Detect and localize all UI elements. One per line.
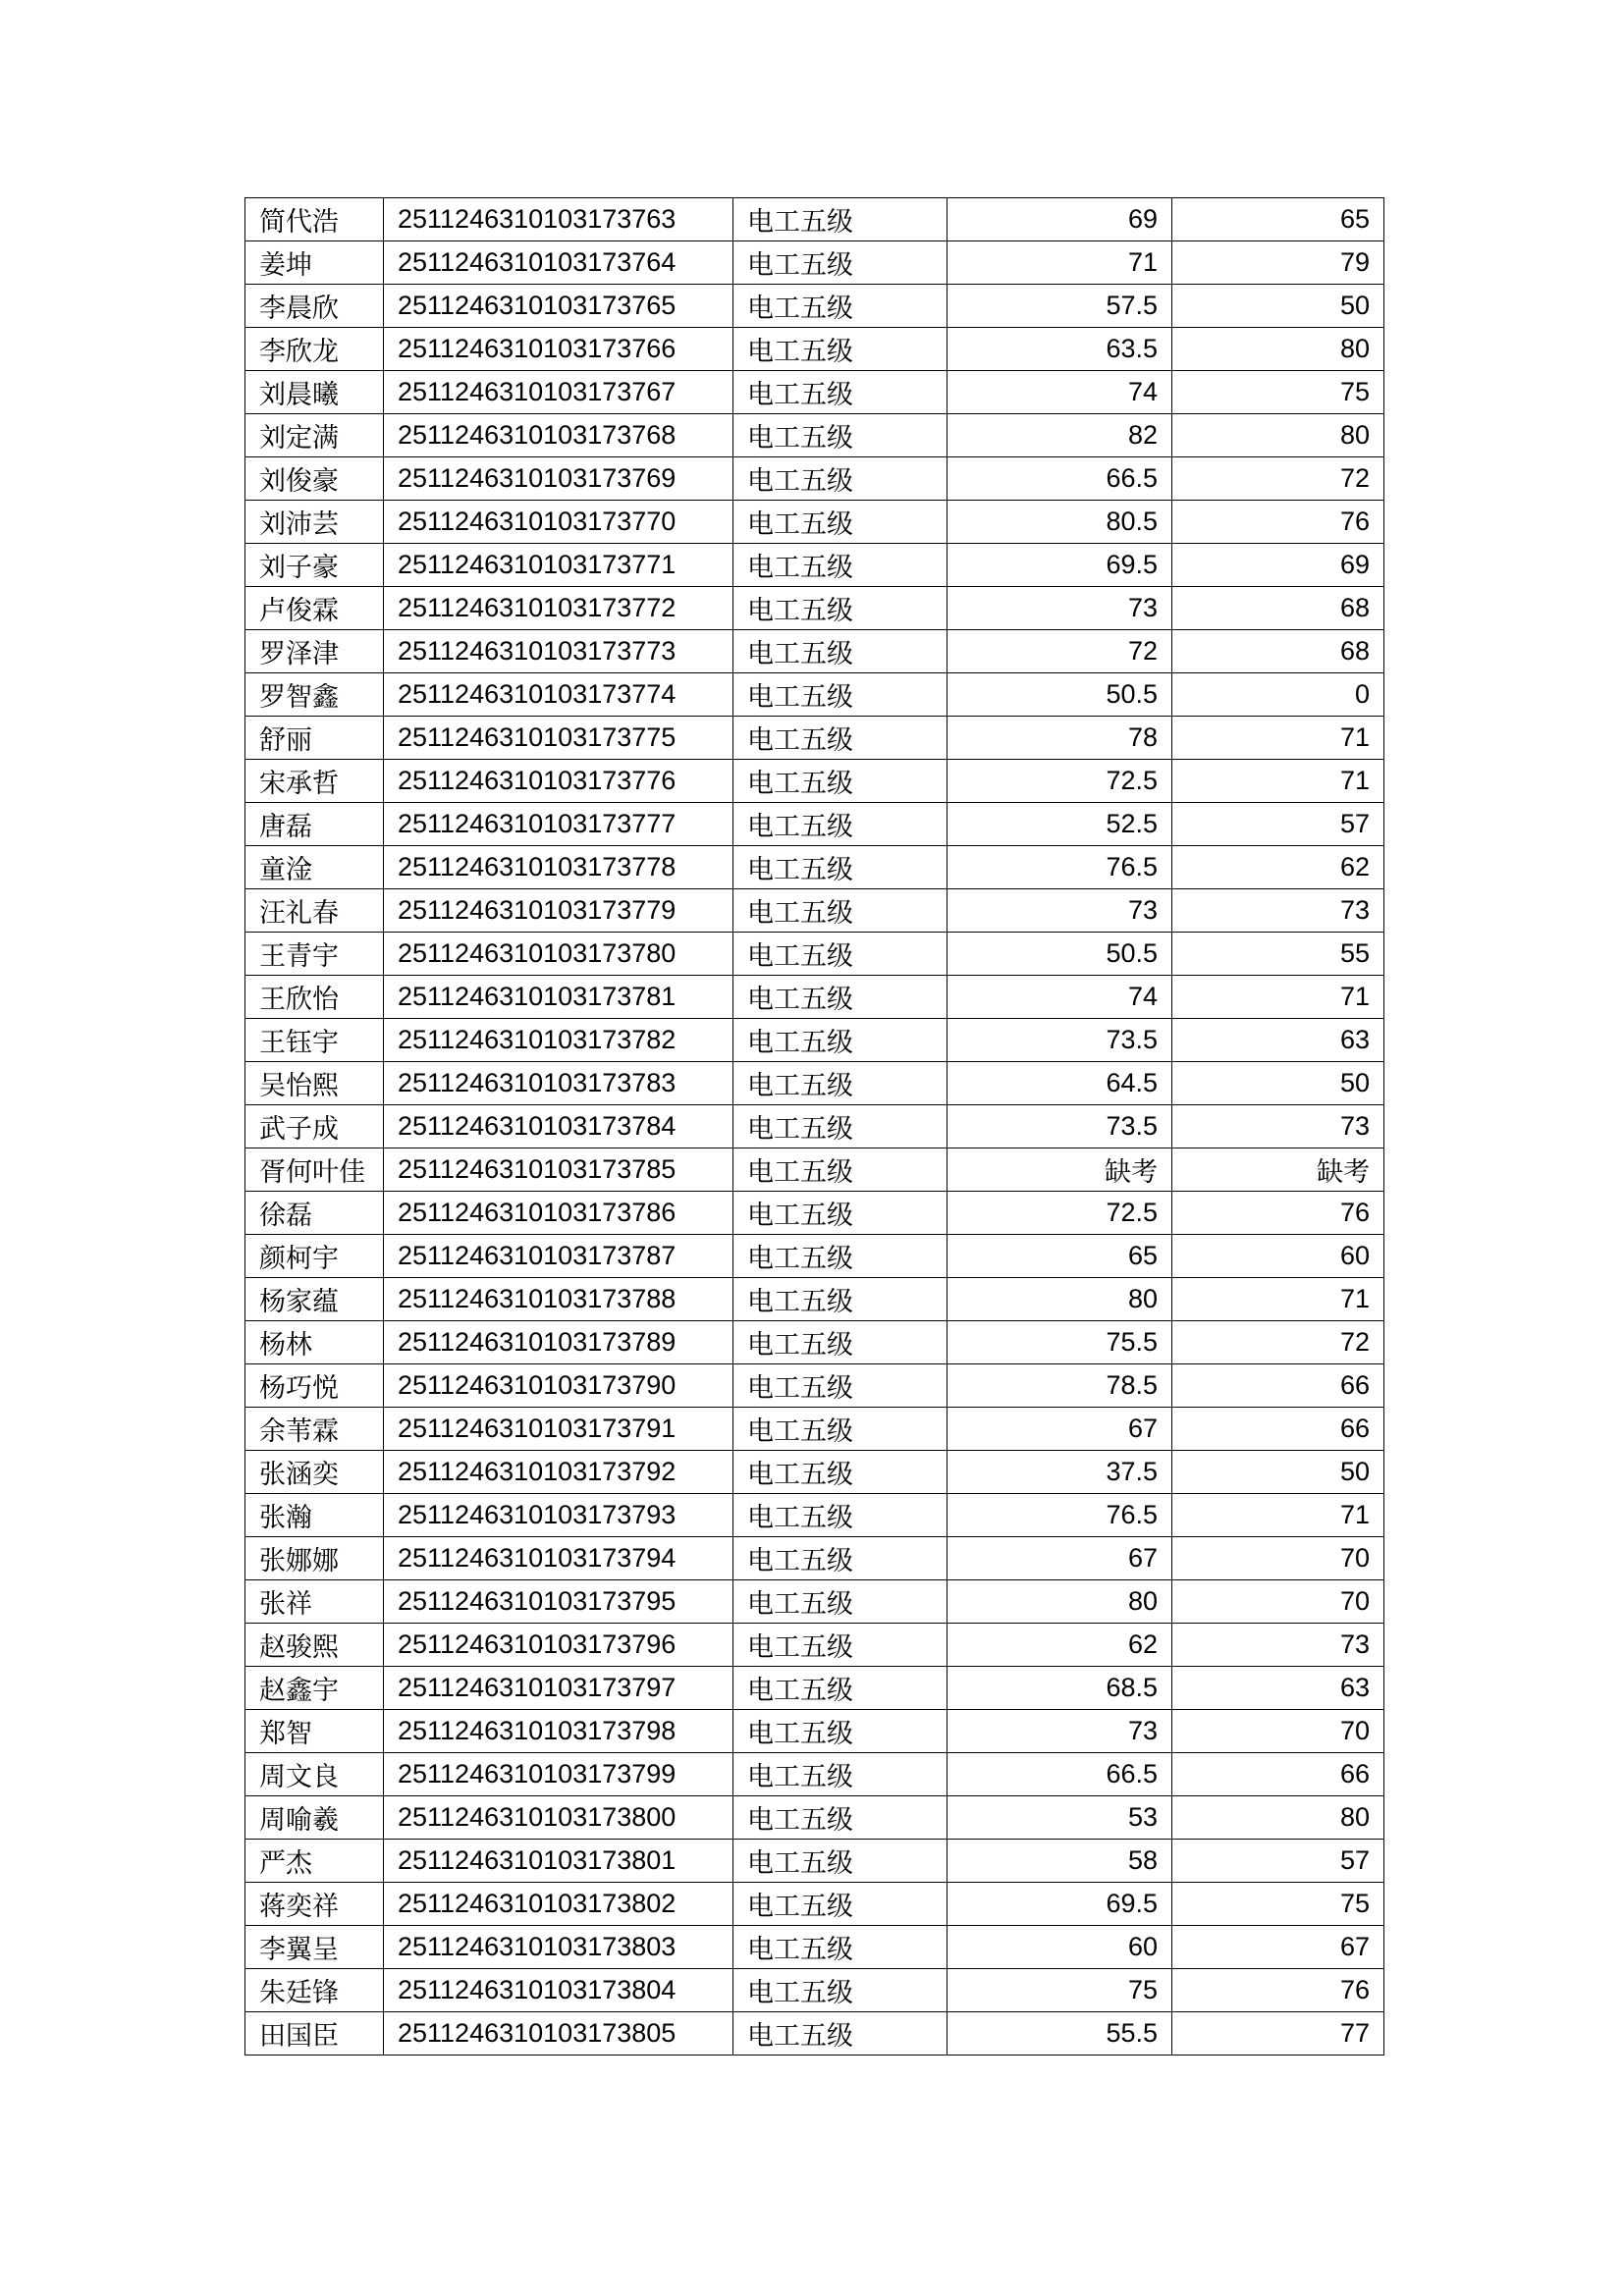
- exam-level: 电工五级: [733, 1364, 947, 1408]
- practical-score: 缺考: [1172, 1148, 1384, 1192]
- table-row: [245, 846, 1384, 889]
- theory-score: 58: [947, 1840, 1172, 1883]
- exam-level: 电工五级: [733, 933, 947, 976]
- certificate-number: 2511246310103173798: [384, 1710, 733, 1753]
- certificate-number: 2511246310103173776: [384, 760, 733, 803]
- candidate-name: 罗泽津: [245, 630, 384, 673]
- table-row: [245, 198, 1384, 241]
- practical-score: 77: [1172, 2012, 1384, 2056]
- theory-score: 82: [947, 414, 1172, 457]
- theory-score: 69.5: [947, 1883, 1172, 1926]
- certificate-number: 2511246310103173777: [384, 803, 733, 846]
- certificate-number: 2511246310103173769: [384, 457, 733, 501]
- table-row: [245, 1192, 1384, 1235]
- exam-level: 电工五级: [733, 1624, 947, 1667]
- table-row: [245, 630, 1384, 673]
- theory-score: 80: [947, 1580, 1172, 1624]
- practical-score: 72: [1172, 457, 1384, 501]
- certificate-number: 2511246310103173796: [384, 1624, 733, 1667]
- candidate-name: 周喻羲: [245, 1796, 384, 1840]
- practical-score: 66: [1172, 1364, 1384, 1408]
- practical-score: 62: [1172, 846, 1384, 889]
- certificate-number: 2511246310103173780: [384, 933, 733, 976]
- practical-score: 50: [1172, 1451, 1384, 1494]
- exam-level: 电工五级: [733, 976, 947, 1019]
- certificate-number: 2511246310103173805: [384, 2012, 733, 2056]
- theory-score: 74: [947, 976, 1172, 1019]
- exam-level: 电工五级: [733, 1278, 947, 1321]
- practical-score: 50: [1172, 285, 1384, 328]
- theory-score: 67: [947, 1537, 1172, 1580]
- table-row: [245, 2012, 1384, 2056]
- candidate-name: 刘子豪: [245, 544, 384, 587]
- exam-level: 电工五级: [733, 717, 947, 760]
- exam-level: 电工五级: [733, 673, 947, 717]
- exam-level: 电工五级: [733, 457, 947, 501]
- exam-level: 电工五级: [733, 414, 947, 457]
- exam-level: 电工五级: [733, 846, 947, 889]
- candidate-name: 张娜娜: [245, 1537, 384, 1580]
- certificate-number: 2511246310103173794: [384, 1537, 733, 1580]
- certificate-number: 2511246310103173803: [384, 1926, 733, 1969]
- theory-score: 52.5: [947, 803, 1172, 846]
- practical-score: 63: [1172, 1019, 1384, 1062]
- practical-score: 60: [1172, 1235, 1384, 1278]
- exam-level: 电工五级: [733, 1235, 947, 1278]
- table-row: [245, 760, 1384, 803]
- table-row: [245, 1624, 1384, 1667]
- exam-level: 电工五级: [733, 1883, 947, 1926]
- table-row: [245, 1926, 1384, 1969]
- practical-score: 71: [1172, 1494, 1384, 1537]
- table-row: [245, 1451, 1384, 1494]
- certificate-number: 2511246310103173795: [384, 1580, 733, 1624]
- theory-score: 63.5: [947, 328, 1172, 371]
- exam-level: 电工五级: [733, 241, 947, 285]
- candidate-name: 舒丽: [245, 717, 384, 760]
- score-table: [244, 197, 1384, 2056]
- candidate-name: 颜柯宇: [245, 1235, 384, 1278]
- certificate-number: 2511246310103173788: [384, 1278, 733, 1321]
- exam-level: 电工五级: [733, 371, 947, 414]
- candidate-name: 张涵奕: [245, 1451, 384, 1494]
- certificate-number: 2511246310103173784: [384, 1105, 733, 1148]
- theory-score: 75: [947, 1969, 1172, 2012]
- table-row: [245, 1969, 1384, 2012]
- theory-score: 66.5: [947, 1753, 1172, 1796]
- theory-score: 缺考: [947, 1148, 1172, 1192]
- table-row: [245, 1278, 1384, 1321]
- candidate-name: 卢俊霖: [245, 587, 384, 630]
- theory-score: 69.5: [947, 544, 1172, 587]
- theory-score: 80.5: [947, 501, 1172, 544]
- exam-level: 电工五级: [733, 1840, 947, 1883]
- candidate-name: 余苇霖: [245, 1408, 384, 1451]
- practical-score: 80: [1172, 1796, 1384, 1840]
- exam-level: 电工五级: [733, 1451, 947, 1494]
- exam-level: 电工五级: [733, 1192, 947, 1235]
- certificate-number: 2511246310103173799: [384, 1753, 733, 1796]
- candidate-name: 刘定满: [245, 414, 384, 457]
- exam-level: 电工五级: [733, 1408, 947, 1451]
- certificate-number: 2511246310103173765: [384, 285, 733, 328]
- practical-score: 0: [1172, 673, 1384, 717]
- score-table-body: [245, 198, 1384, 2056]
- certificate-number: 2511246310103173770: [384, 501, 733, 544]
- candidate-name: 罗智鑫: [245, 673, 384, 717]
- candidate-name: 杨巧悦: [245, 1364, 384, 1408]
- exam-level: 电工五级: [733, 1148, 947, 1192]
- candidate-name: 王欣怡: [245, 976, 384, 1019]
- practical-score: 73: [1172, 1105, 1384, 1148]
- certificate-number: 2511246310103173779: [384, 889, 733, 933]
- theory-score: 64.5: [947, 1062, 1172, 1105]
- practical-score: 55: [1172, 933, 1384, 976]
- table-row: [245, 1840, 1384, 1883]
- candidate-name: 刘俊豪: [245, 457, 384, 501]
- table-row: [245, 1537, 1384, 1580]
- certificate-number: 2511246310103173790: [384, 1364, 733, 1408]
- exam-level: 电工五级: [733, 2012, 947, 2056]
- theory-score: 75.5: [947, 1321, 1172, 1364]
- candidate-name: 刘晨曦: [245, 371, 384, 414]
- candidate-name: 武子成: [245, 1105, 384, 1148]
- certificate-number: 2511246310103173763: [384, 198, 733, 241]
- exam-level: 电工五级: [733, 1926, 947, 1969]
- theory-score: 76.5: [947, 846, 1172, 889]
- candidate-name: 张瀚: [245, 1494, 384, 1537]
- practical-score: 72: [1172, 1321, 1384, 1364]
- table-row: [245, 673, 1384, 717]
- table-row: [245, 501, 1384, 544]
- certificate-number: 2511246310103173801: [384, 1840, 733, 1883]
- exam-level: 电工五级: [733, 1580, 947, 1624]
- practical-score: 66: [1172, 1408, 1384, 1451]
- table-row: [245, 1019, 1384, 1062]
- table-row: [245, 1753, 1384, 1796]
- practical-score: 68: [1172, 587, 1384, 630]
- theory-score: 73: [947, 587, 1172, 630]
- practical-score: 71: [1172, 1278, 1384, 1321]
- practical-score: 75: [1172, 371, 1384, 414]
- practical-score: 50: [1172, 1062, 1384, 1105]
- exam-level: 电工五级: [733, 501, 947, 544]
- practical-score: 65: [1172, 198, 1384, 241]
- candidate-name: 王青宇: [245, 933, 384, 976]
- theory-score: 71: [947, 241, 1172, 285]
- exam-level: 电工五级: [733, 630, 947, 673]
- candidate-name: 赵骏熙: [245, 1624, 384, 1667]
- practical-score: 80: [1172, 328, 1384, 371]
- exam-level: 电工五级: [733, 1667, 947, 1710]
- exam-level: 电工五级: [733, 1796, 947, 1840]
- table-row: [245, 1710, 1384, 1753]
- certificate-number: 2511246310103173781: [384, 976, 733, 1019]
- table-row: [245, 241, 1384, 285]
- practical-score: 76: [1172, 1969, 1384, 2012]
- exam-level: 电工五级: [733, 328, 947, 371]
- theory-score: 62: [947, 1624, 1172, 1667]
- candidate-name: 李晨欣: [245, 285, 384, 328]
- candidate-name: 张祥: [245, 1580, 384, 1624]
- candidate-name: 简代浩: [245, 198, 384, 241]
- table-row: [245, 544, 1384, 587]
- practical-score: 70: [1172, 1580, 1384, 1624]
- table-row: [245, 976, 1384, 1019]
- candidate-name: 蒋奕祥: [245, 1883, 384, 1926]
- certificate-number: 2511246310103173800: [384, 1796, 733, 1840]
- certificate-number: 2511246310103173786: [384, 1192, 733, 1235]
- theory-score: 78.5: [947, 1364, 1172, 1408]
- table-row: [245, 1667, 1384, 1710]
- table-row: [245, 1580, 1384, 1624]
- exam-level: 电工五级: [733, 544, 947, 587]
- table-row: [245, 717, 1384, 760]
- theory-score: 60: [947, 1926, 1172, 1969]
- theory-score: 69: [947, 198, 1172, 241]
- theory-score: 65: [947, 1235, 1172, 1278]
- practical-score: 66: [1172, 1753, 1384, 1796]
- table-row: [245, 1321, 1384, 1364]
- certificate-number: 2511246310103173785: [384, 1148, 733, 1192]
- certificate-number: 2511246310103173766: [384, 328, 733, 371]
- certificate-number: 2511246310103173789: [384, 1321, 733, 1364]
- theory-score: 72.5: [947, 760, 1172, 803]
- table-row: [245, 328, 1384, 371]
- certificate-number: 2511246310103173791: [384, 1408, 733, 1451]
- table-row: [245, 587, 1384, 630]
- exam-level: 电工五级: [733, 1019, 947, 1062]
- theory-score: 66.5: [947, 457, 1172, 501]
- exam-level: 电工五级: [733, 760, 947, 803]
- theory-score: 72.5: [947, 1192, 1172, 1235]
- exam-level: 电工五级: [733, 1494, 947, 1537]
- theory-score: 80: [947, 1278, 1172, 1321]
- theory-score: 74: [947, 371, 1172, 414]
- certificate-number: 2511246310103173802: [384, 1883, 733, 1926]
- certificate-number: 2511246310103173778: [384, 846, 733, 889]
- exam-level: 电工五级: [733, 889, 947, 933]
- candidate-name: 朱廷锋: [245, 1969, 384, 2012]
- exam-level: 电工五级: [733, 587, 947, 630]
- candidate-name: 严杰: [245, 1840, 384, 1883]
- certificate-number: 2511246310103173783: [384, 1062, 733, 1105]
- practical-score: 80: [1172, 414, 1384, 457]
- theory-score: 68.5: [947, 1667, 1172, 1710]
- table-row: [245, 803, 1384, 846]
- candidate-name: 杨家蕴: [245, 1278, 384, 1321]
- table-row: [245, 889, 1384, 933]
- theory-score: 57.5: [947, 285, 1172, 328]
- practical-score: 68: [1172, 630, 1384, 673]
- practical-score: 71: [1172, 976, 1384, 1019]
- candidate-name: 童淦: [245, 846, 384, 889]
- candidate-name: 徐磊: [245, 1192, 384, 1235]
- practical-score: 76: [1172, 501, 1384, 544]
- table-row: [245, 371, 1384, 414]
- practical-score: 70: [1172, 1710, 1384, 1753]
- table-row: [245, 1883, 1384, 1926]
- exam-level: 电工五级: [733, 285, 947, 328]
- certificate-number: 2511246310103173775: [384, 717, 733, 760]
- exam-level: 电工五级: [733, 1710, 947, 1753]
- theory-score: 73: [947, 889, 1172, 933]
- table-row: [245, 1105, 1384, 1148]
- exam-level: 电工五级: [733, 1969, 947, 2012]
- practical-score: 73: [1172, 889, 1384, 933]
- table-row: [245, 414, 1384, 457]
- exam-level: 电工五级: [733, 1105, 947, 1148]
- table-row: [245, 1364, 1384, 1408]
- candidate-name: 刘沛芸: [245, 501, 384, 544]
- candidate-name: 周文良: [245, 1753, 384, 1796]
- certificate-number: 2511246310103173774: [384, 673, 733, 717]
- theory-score: 78: [947, 717, 1172, 760]
- theory-score: 76.5: [947, 1494, 1172, 1537]
- practical-score: 71: [1172, 760, 1384, 803]
- practical-score: 57: [1172, 803, 1384, 846]
- practical-score: 57: [1172, 1840, 1384, 1883]
- candidate-name: 汪礼春: [245, 889, 384, 933]
- table-row: [245, 285, 1384, 328]
- candidate-name: 郑智: [245, 1710, 384, 1753]
- theory-score: 73: [947, 1710, 1172, 1753]
- exam-level: 电工五级: [733, 198, 947, 241]
- certificate-number: 2511246310103173792: [384, 1451, 733, 1494]
- theory-score: 50.5: [947, 933, 1172, 976]
- candidate-name: 田国臣: [245, 2012, 384, 2056]
- practical-score: 69: [1172, 544, 1384, 587]
- theory-score: 72: [947, 630, 1172, 673]
- candidate-name: 胥何叶佳: [245, 1148, 384, 1192]
- certificate-number: 2511246310103173773: [384, 630, 733, 673]
- theory-score: 50.5: [947, 673, 1172, 717]
- certificate-number: 2511246310103173782: [384, 1019, 733, 1062]
- certificate-number: 2511246310103173793: [384, 1494, 733, 1537]
- exam-level: 电工五级: [733, 1062, 947, 1105]
- table-row: [245, 1235, 1384, 1278]
- practical-score: 76: [1172, 1192, 1384, 1235]
- candidate-name: 赵鑫宇: [245, 1667, 384, 1710]
- practical-score: 70: [1172, 1537, 1384, 1580]
- table-row: [245, 1796, 1384, 1840]
- certificate-number: 2511246310103173804: [384, 1969, 733, 2012]
- table-row: [245, 457, 1384, 501]
- certificate-number: 2511246310103173771: [384, 544, 733, 587]
- table-row: [245, 933, 1384, 976]
- exam-level: 电工五级: [733, 803, 947, 846]
- candidate-name: 李翼呈: [245, 1926, 384, 1969]
- certificate-number: 2511246310103173787: [384, 1235, 733, 1278]
- candidate-name: 唐磊: [245, 803, 384, 846]
- theory-score: 55.5: [947, 2012, 1172, 2056]
- certificate-number: 2511246310103173768: [384, 414, 733, 457]
- practical-score: 75: [1172, 1883, 1384, 1926]
- theory-score: 53: [947, 1796, 1172, 1840]
- certificate-number: 2511246310103173797: [384, 1667, 733, 1710]
- exam-level: 电工五级: [733, 1537, 947, 1580]
- candidate-name: 姜坤: [245, 241, 384, 285]
- certificate-number: 2511246310103173772: [384, 587, 733, 630]
- certificate-number: 2511246310103173764: [384, 241, 733, 285]
- theory-score: 73.5: [947, 1105, 1172, 1148]
- candidate-name: 杨林: [245, 1321, 384, 1364]
- exam-level: 电工五级: [733, 1753, 947, 1796]
- practical-score: 63: [1172, 1667, 1384, 1710]
- certificate-number: 2511246310103173767: [384, 371, 733, 414]
- practical-score: 73: [1172, 1624, 1384, 1667]
- table-row: [245, 1148, 1384, 1192]
- practical-score: 79: [1172, 241, 1384, 285]
- candidate-name: 李欣龙: [245, 328, 384, 371]
- candidate-name: 吴怡熙: [245, 1062, 384, 1105]
- practical-score: 71: [1172, 717, 1384, 760]
- table-row: [245, 1494, 1384, 1537]
- table-row: [245, 1062, 1384, 1105]
- table-row: [245, 1408, 1384, 1451]
- theory-score: 73.5: [947, 1019, 1172, 1062]
- candidate-name: 宋承哲: [245, 760, 384, 803]
- theory-score: 67: [947, 1408, 1172, 1451]
- practical-score: 67: [1172, 1926, 1384, 1969]
- candidate-name: 王钰宇: [245, 1019, 384, 1062]
- theory-score: 37.5: [947, 1451, 1172, 1494]
- exam-level: 电工五级: [733, 1321, 947, 1364]
